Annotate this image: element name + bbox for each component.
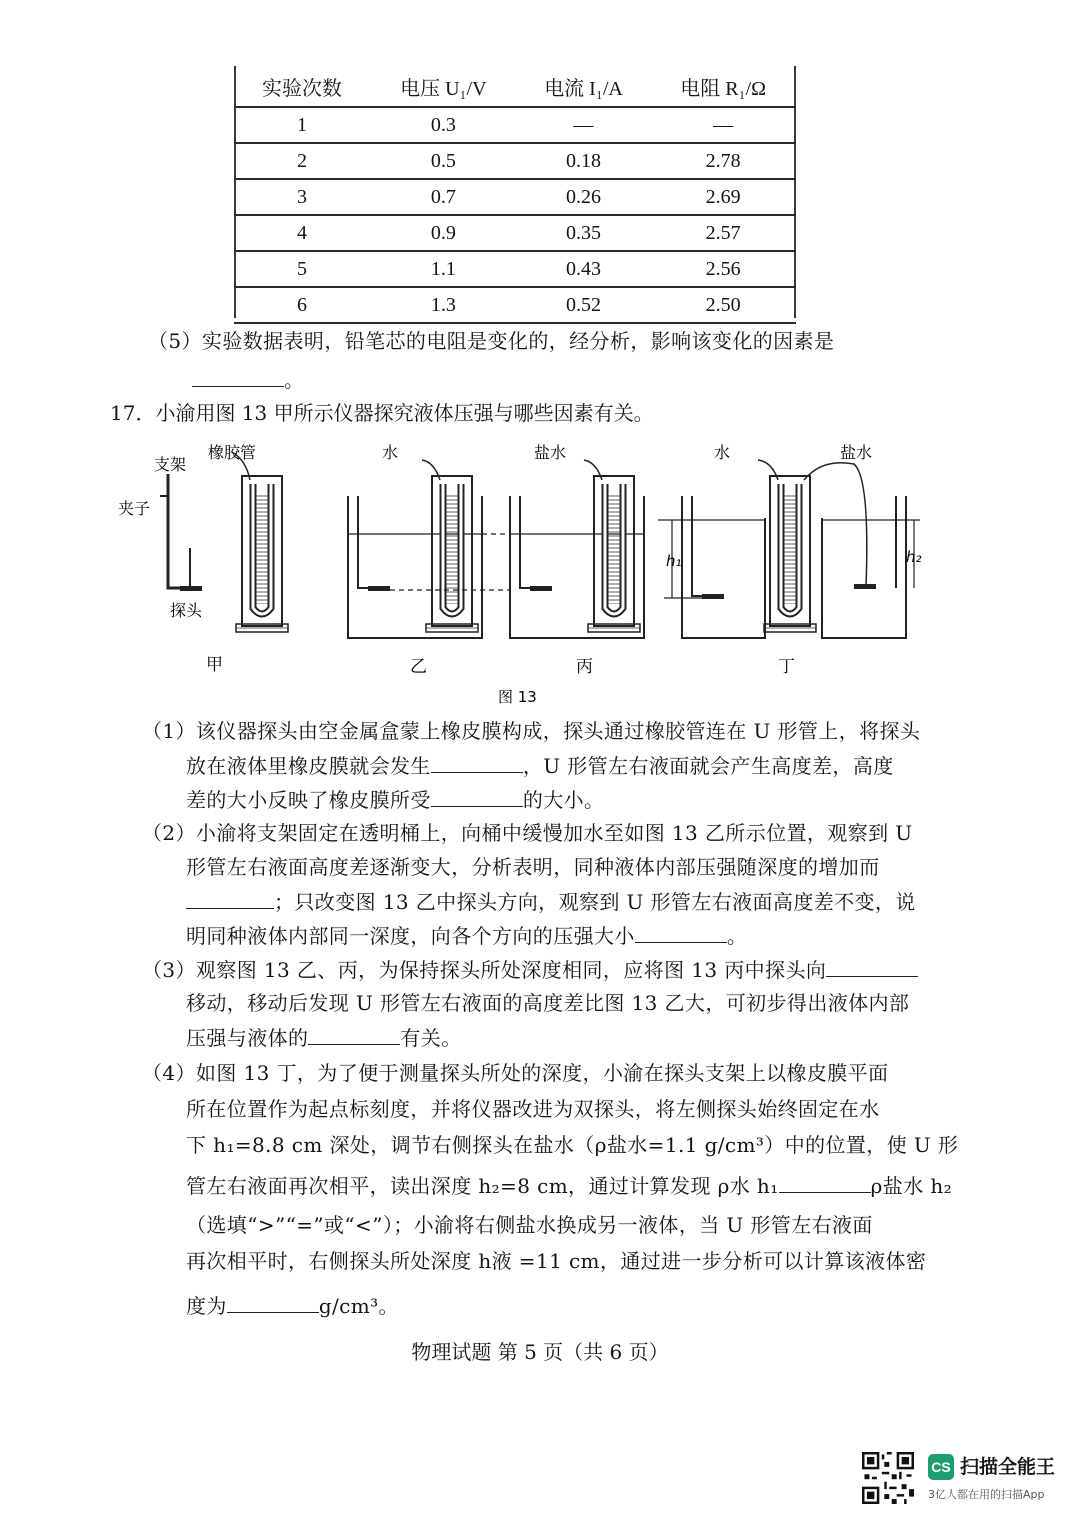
- p4-line7: [186, 1290, 399, 1321]
- cell-voltage: 0.3: [370, 107, 517, 143]
- brand-tagline: 3亿人都在用的扫描App: [928, 1488, 1045, 1501]
- p4-l7b: g/cm³。: [318, 1294, 399, 1318]
- p3-line2: 移动，移动后发现 U 形管左右液面的高度差比图 13 乙大，可初步得出液体内部: [186, 991, 910, 1015]
- cell-resistance: 2.69: [650, 179, 796, 215]
- p3-l3a: 压强与液体的: [186, 1026, 309, 1050]
- table-row: [234, 287, 796, 323]
- cell-resistance: 2.57: [650, 215, 796, 251]
- answer-blank-2a[interactable]: [186, 886, 274, 909]
- cell-current: 0.43: [517, 251, 651, 287]
- p4-line2: 所在位置作为起点标刻度，并将仪器改进为双探头，将左侧探头始终固定在水: [186, 1097, 880, 1121]
- figure-caption: 图 13: [498, 688, 537, 706]
- apparatus-b: [348, 443, 482, 638]
- beaker-d-left: [682, 496, 765, 638]
- apparatus-c: [510, 443, 644, 638]
- cell-resistance: 2.56: [650, 251, 796, 287]
- label-water-d: 水: [714, 443, 731, 462]
- brand-name: 扫描全能王: [960, 1456, 1056, 1478]
- cell-voltage: 0.9: [370, 215, 517, 251]
- p4-l7a: 度为: [186, 1294, 227, 1318]
- answer-blank-2b[interactable]: [635, 920, 727, 943]
- p4-line3: 下 h₁=8.8 cm 深处，调节右侧探头在盐水（ρ盐水=1.1 g/cm³）中的位置，使 U 形: [186, 1133, 959, 1157]
- p3-line1: [142, 954, 918, 985]
- p2-line3: [186, 886, 916, 917]
- q16-5-line2: [192, 364, 304, 395]
- cell-resistance: 2.50: [650, 287, 796, 323]
- label-support: 支架: [154, 455, 187, 474]
- label-h2: h₂: [906, 548, 922, 566]
- cell-current: 0.18: [517, 143, 651, 179]
- p2-l3b: ；只改变图 13 乙中探头方向，观察到 U 形管左右液面高度差不变，说: [274, 890, 916, 914]
- cell-voltage: 1.3: [370, 287, 517, 323]
- header-resistance: 电阻 R₁/Ω: [650, 66, 796, 107]
- cell-trial: 3: [234, 179, 370, 215]
- cell-voltage: 0.5: [370, 143, 517, 179]
- cell-voltage: 1.1: [370, 251, 517, 287]
- p4-line5: （选填“>”“=”或“<”）；小渝将右侧盐水换成另一液体，当 U 形管左右液面: [186, 1213, 873, 1237]
- table-row: [234, 215, 796, 251]
- label-salt-c: 盐水: [534, 443, 567, 462]
- probe: [180, 586, 202, 591]
- p1-line2: [186, 750, 894, 781]
- answer-blank-1b[interactable]: [431, 784, 523, 807]
- cell-resistance: 2.78: [650, 143, 796, 179]
- cell-current: —: [517, 107, 651, 143]
- q16-5-line1: [148, 326, 834, 356]
- q16-5-text: （5）实验数据表明，铅笔芯的电阻是变化的，经分析，影响该变化的因素是: [148, 329, 835, 353]
- p1-l3b: 的大小。: [522, 788, 605, 812]
- p2-l4b: 。: [726, 924, 748, 948]
- table-row: [234, 143, 796, 179]
- p4-l4a: 管左右液面再次相平，读出深度 h₂=8 cm，通过计算发现 ρ水 h₁: [186, 1174, 779, 1198]
- answer-blank-3a[interactable]: [826, 954, 918, 977]
- answer-blank-3b[interactable]: [308, 1022, 400, 1045]
- answer-blank[interactable]: [192, 364, 284, 387]
- p3-l3b: 有关。: [400, 1026, 462, 1050]
- cs-logo-icon: CS: [928, 1454, 954, 1480]
- p4-line4: [186, 1170, 952, 1201]
- p2-line4: [186, 920, 747, 951]
- answer-blank-4b[interactable]: [227, 1290, 319, 1313]
- label-h1: h₁: [666, 552, 682, 570]
- cell-trial: 6: [234, 287, 370, 323]
- answer-blank-4a[interactable]: [779, 1170, 871, 1193]
- table-row: [234, 251, 796, 287]
- apparatus-a: [118, 443, 288, 632]
- scanner-watermark: [862, 1452, 1062, 1512]
- support-stand: [168, 474, 200, 588]
- p2-line1: （2）小渝将支架固定在透明桶上，向桶中缓慢加水至如图 13 乙所示位置，观察到 U: [142, 821, 913, 845]
- q17-title: 17．小渝用图 13 甲所示仪器探究液体压强与哪些因素有关。: [110, 401, 654, 425]
- sublabel-c: 丙: [576, 657, 593, 677]
- cell-resistance: —: [650, 107, 796, 143]
- p3-line3: [186, 1022, 462, 1053]
- q16-5-end: 。: [284, 368, 305, 392]
- label-clip: 夹子: [118, 499, 151, 518]
- p4-line6: 再次相平时，右侧探头所处深度 h液 =11 cm，通过进一步分析可以计算该液体密: [186, 1249, 927, 1273]
- cell-current: 0.52: [517, 287, 651, 323]
- data-table: [234, 66, 796, 324]
- cell-current: 0.35: [517, 215, 651, 251]
- header-trial: 实验次数: [234, 66, 370, 107]
- p1-l2a: 放在液体里橡皮膜就会发生: [186, 754, 431, 778]
- cell-trial: 4: [234, 215, 370, 251]
- qr-code-icon: [862, 1452, 914, 1504]
- label-water-b: 水: [382, 443, 399, 462]
- p1-l2b: ，U 形管左右液面就会产生高度差，高度: [522, 754, 894, 778]
- p4-l4b: ρ盐水 h₂: [870, 1174, 953, 1198]
- sublabel-a: 甲: [206, 655, 223, 675]
- cell-trial: 2: [234, 143, 370, 179]
- header-current: 电流 I₁/A: [517, 66, 651, 107]
- beaker-d-right: [822, 496, 906, 638]
- figure-13: [110, 438, 940, 708]
- p1-line1: （1）该仪器探头由空金属盒蒙上橡皮膜构成，探头通过橡胶管连在 U 形管上，将探头: [142, 719, 921, 743]
- label-salt-d: 盐水: [840, 443, 873, 462]
- p4-line1: （4）如图 13 丁，为了便于测量探头所处的深度，小渝在探头支架上以橡皮膜平面: [142, 1061, 889, 1085]
- table-header-row: [234, 66, 796, 107]
- page-footer: 物理试题 第 5 页（共 6 页）: [411, 1340, 669, 1364]
- cell-current: 0.26: [517, 179, 651, 215]
- label-tube: 橡胶管: [208, 443, 257, 462]
- answer-blank-1a[interactable]: [431, 750, 523, 773]
- header-voltage: 电压 U₁/V: [370, 66, 517, 107]
- sublabel-d: 丁: [778, 657, 795, 677]
- p1-l3a: 差的大小反映了橡皮膜所受: [186, 788, 431, 812]
- table-row: [234, 107, 796, 143]
- cell-trial: 1: [234, 107, 370, 143]
- p3-l1: （3）观察图 13 乙、丙，为保持探头所处深度相同，应将图 13 丙中探头向: [142, 958, 827, 982]
- table-row: [234, 179, 796, 215]
- cell-voltage: 0.7: [370, 179, 517, 215]
- p2-line2: 形管左右液面高度差逐渐变大，分析表明，同种液体内部压强随深度的增加而: [186, 855, 880, 879]
- p1-line3: [186, 784, 604, 815]
- cell-trial: 5: [234, 251, 370, 287]
- sublabel-b: 乙: [410, 657, 427, 677]
- label-probe: 探头: [170, 601, 203, 620]
- apparatus-d: [658, 443, 922, 638]
- p2-l4a: 明同种液体内部同一深度，向各个方向的压强大小: [186, 924, 635, 948]
